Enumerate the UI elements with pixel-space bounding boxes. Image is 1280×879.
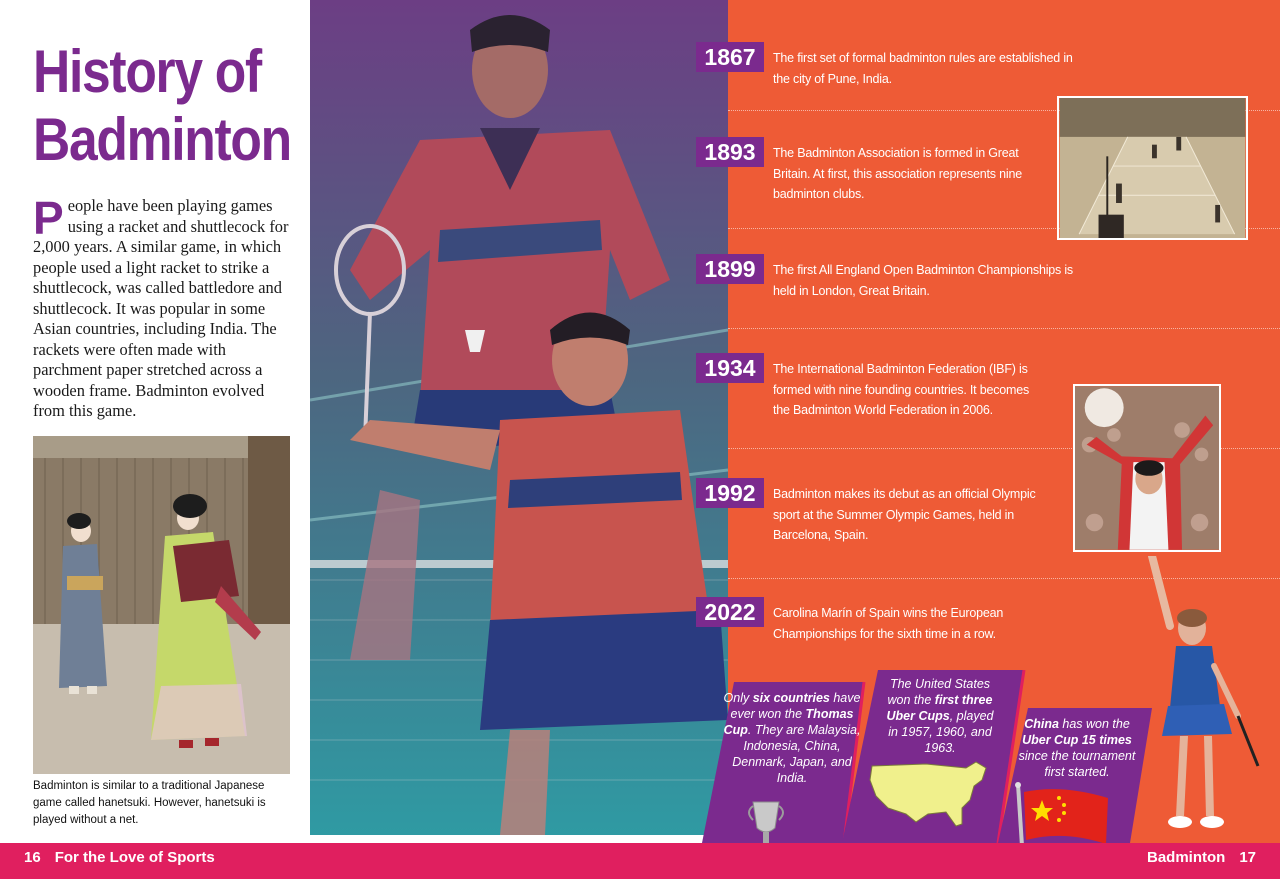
page-number-right: 17 xyxy=(1239,849,1256,866)
footer-left xyxy=(24,843,229,879)
china-flag-icon xyxy=(1012,782,1112,846)
historic-badminton-hall-photo xyxy=(1057,96,1248,240)
timeline-year: 1992 xyxy=(696,478,764,508)
title-line-2: Badminton xyxy=(33,106,291,173)
intro-paragraph xyxy=(33,192,295,422)
timeline-event: The first All England Open Badminton Championships is held in London, Great Britain. xyxy=(773,263,1073,298)
timeline-event: Carolina Marín of Spain wins the European Championships for the sixth time in a row. xyxy=(773,606,1004,641)
hanetsuki-photo xyxy=(33,436,290,774)
title-line-1: History of xyxy=(33,38,261,105)
carolina-marin-figure xyxy=(1140,556,1270,846)
fact-thomas-cup: Only six countries have ever won the Thomas Cup. They are Malaysia, Indonesia, China, Denmark, Japan, and India. xyxy=(723,691,861,785)
left-page xyxy=(0,0,310,843)
timeline-event: The Badminton Association is formed in Great Britain. At first, this association represents nine badminton clubs. xyxy=(773,146,1022,201)
fact-uber-cup-usa: The United States won the first three Uber Cups, played in 1957, 1960, and 1963. xyxy=(886,677,994,755)
timeline-year: 1899 xyxy=(696,254,764,284)
photo-caption: Badminton is similar to a traditional Japanese game called hanetsuki. However, hanetsuki is played without a net. xyxy=(33,780,266,826)
fact-uber-cup-china: China has won the Uber Cup 15 times since the tournament first started. xyxy=(1018,717,1136,779)
olympic-champion-photo xyxy=(1073,384,1221,552)
drop-cap: P xyxy=(33,192,64,244)
intro-text: eople have been playing games using a racket and shuttlecock for 2,000 years. A similar game, in which people used a light racket to strike a shuttlecock, was called battledore and shuttlecock. It was popular in some Asian countries, including India. The rackets were often made with parchment paper stretched across a wooden frame. Badminton evolved from this game. xyxy=(33,196,289,420)
timeline-year: 1934 xyxy=(696,353,764,383)
timeline-event: The International Badminton Federation (IBF) is formed with nine founding countries. It becomes the Badminton World Federation in 2006. xyxy=(773,362,1030,417)
timeline-year: 2022 xyxy=(696,597,764,627)
page-number-left: 16 xyxy=(24,849,41,866)
timeline-event: The first set of formal badminton rules are established in the city of Pune, India. xyxy=(773,51,1073,86)
footer-series-title: For the Love of Sports xyxy=(54,849,215,866)
timeline-year: 1893 xyxy=(696,137,764,167)
footer-right xyxy=(1133,843,1256,879)
usa-map-icon xyxy=(866,756,990,830)
page-title xyxy=(33,38,291,174)
timeline-year: 1867 xyxy=(696,42,764,72)
footer-chapter-title: Badminton xyxy=(1146,849,1226,866)
timeline-event: Badminton makes its debut as an official Olympic sport at the Summer Olympic Games, held in Barcelona, Spain. xyxy=(773,487,1036,542)
timeline-divider xyxy=(728,328,1280,329)
doubles-players-photo xyxy=(310,0,728,835)
